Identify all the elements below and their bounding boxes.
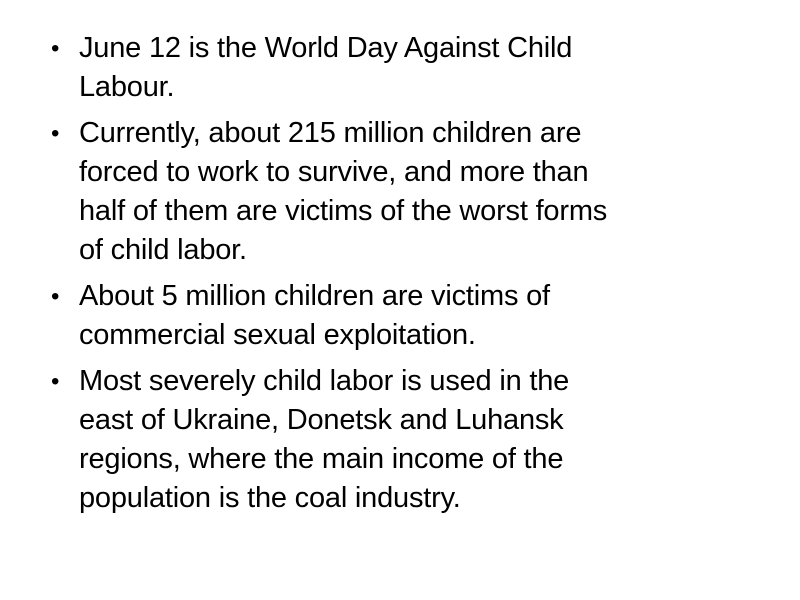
bullet-text-line: About 5 million children are victims of	[79, 280, 550, 312]
bullet-text-line: regions, where the main income of the	[79, 443, 564, 475]
bullet-text-line: east of Ukraine, Donetsk and Luhansk	[79, 404, 564, 436]
bullet-text-line: Most severely child labor is used in the	[79, 365, 570, 397]
bullet-text-line: half of them are victims of the worst forms	[79, 195, 608, 227]
bullet-list	[40, 29, 760, 525]
bullet-text-line: June 12 is the World Day Against Child	[79, 32, 573, 64]
bullet-item-world-day	[40, 29, 760, 107]
bullet-item-215-million	[40, 114, 760, 270]
bullet-text-line: forced to work to survive, and more than	[79, 156, 589, 188]
bullet-marker: •	[51, 120, 60, 147]
bullet-text-line: Labour.	[79, 71, 175, 103]
bullet-marker: •	[51, 283, 60, 310]
bullet-text-line: of child labor.	[79, 234, 247, 266]
bullet-text-line: population is the coal industry.	[79, 482, 461, 514]
bullet-item-ukraine	[40, 362, 760, 518]
bullet-text-line: Currently, about 215 million children are	[79, 117, 582, 149]
bullet-text-line: commercial sexual exploitation.	[79, 319, 476, 351]
bullet-marker: •	[51, 35, 60, 62]
bullet-item-5-million	[40, 277, 760, 355]
bullet-marker: •	[51, 368, 60, 395]
